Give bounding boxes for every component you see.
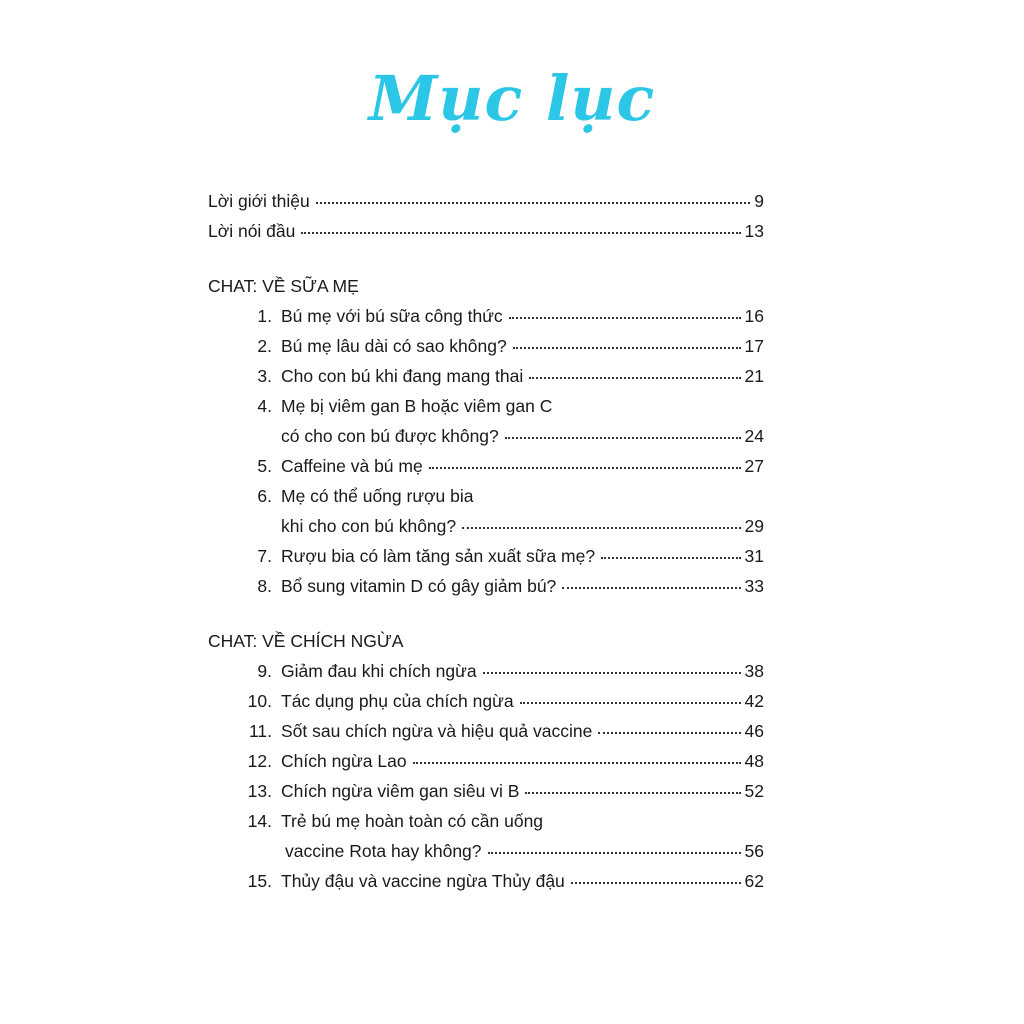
- toc-page-number: 31: [744, 546, 764, 566]
- toc-entry: [208, 331, 764, 361]
- toc-entry-text: Lời nói đầu: [208, 221, 296, 241]
- leader-dots: [462, 525, 740, 529]
- toc-entry-text: Bú mẹ lâu dài có sao không?: [281, 336, 507, 356]
- toc-entry-text: Trẻ bú mẹ hoàn toàn có cần uống: [281, 811, 544, 831]
- leader-dots: [529, 375, 740, 379]
- toc-entry-text: Mẹ có thể uống rượu bia: [281, 486, 474, 506]
- page-title: Mục lục: [368, 62, 656, 135]
- toc-entry: [208, 481, 764, 511]
- toc-page-number: 46: [744, 721, 764, 741]
- toc-entry-text: Lời giới thiệu: [208, 191, 310, 211]
- table-of-contents: [208, 186, 764, 896]
- toc-entry-text: Thủy đậu và vaccine ngừa Thủy đậu: [281, 871, 565, 891]
- toc-page-number: 27: [744, 456, 764, 476]
- toc-entry-number: 8.: [257, 576, 272, 596]
- toc-entry: [208, 541, 764, 571]
- toc-entry-number: 3.: [257, 366, 272, 386]
- toc-page-number: 42: [744, 691, 764, 711]
- toc-page-number: 52: [744, 781, 764, 801]
- toc-entry-text: Bổ sung vitamin D có gây giảm bú?: [281, 576, 557, 596]
- toc-entry-number: 14.: [247, 811, 272, 831]
- toc-page-number: 21: [744, 366, 764, 386]
- toc-entry-continuation: [208, 421, 764, 451]
- toc-entry-number: 4.: [257, 396, 272, 416]
- leader-dots: [316, 200, 751, 204]
- toc-entry-number: 11.: [248, 721, 272, 741]
- toc-entry-text: Giảm đau khi chích ngừa: [281, 661, 477, 681]
- leader-dots: [509, 315, 741, 319]
- leader-dots: [520, 700, 741, 704]
- toc-entry-number: 13.: [247, 781, 272, 801]
- leader-dots: [601, 555, 740, 559]
- toc-entry-number: 9.: [257, 661, 272, 681]
- toc-entry-text: Mẹ bị viêm gan B hoặc viêm gan C: [281, 396, 553, 416]
- leader-dots: [571, 880, 741, 884]
- toc-page-number: 48: [744, 751, 764, 771]
- toc-entry-continuation: [208, 511, 764, 541]
- toc-page-number: 56: [744, 841, 764, 861]
- toc-page-number: 16: [744, 306, 764, 326]
- toc-entry: [208, 301, 764, 331]
- toc-entry: [208, 806, 764, 836]
- toc-entry-number: 2.: [257, 336, 272, 356]
- toc-entry-number: 5.: [257, 456, 272, 476]
- toc-entry-text: Chích ngừa viêm gan siêu vi B: [281, 781, 520, 801]
- leader-dots: [505, 435, 741, 439]
- leader-dots: [483, 670, 741, 674]
- leader-dots: [513, 345, 741, 349]
- toc-entry-continuation: [208, 836, 764, 866]
- toc-entry: [208, 746, 764, 776]
- toc-entry-number: 12.: [247, 751, 272, 771]
- toc-entry-number: 6.: [257, 486, 272, 506]
- toc-entry: [208, 716, 764, 746]
- toc-entry-text: Bú mẹ với bú sữa công thức: [281, 306, 503, 326]
- toc-entry-number: 10.: [247, 691, 272, 711]
- leader-dots: [598, 730, 740, 734]
- toc-page-number: 9: [754, 191, 764, 211]
- toc-page-number: 24: [744, 426, 764, 446]
- toc-entry: [208, 391, 764, 421]
- toc-entry: [208, 866, 764, 896]
- toc-entry-preface: [208, 216, 764, 246]
- toc-entry: [208, 571, 764, 601]
- section-heading: CHAT: VỀ CHÍCH NGỪA: [208, 631, 404, 651]
- toc-entry-number: 1.: [257, 306, 272, 326]
- toc-page-number: 33: [744, 576, 764, 596]
- leader-dots: [562, 585, 740, 589]
- leader-dots: [488, 850, 741, 854]
- toc-entry-text: Cho con bú khi đang mang thai: [281, 366, 524, 386]
- toc-entry-text: Caffeine và bú mẹ: [281, 456, 423, 476]
- section-heading: CHAT: VỀ SỮA MẸ: [208, 276, 359, 296]
- leader-dots: [301, 230, 740, 234]
- toc-entry-text: Tác dụng phụ của chích ngừa: [281, 691, 514, 711]
- toc-page-number: 62: [744, 871, 764, 891]
- toc-entry-text: Chích ngừa Lao: [281, 751, 407, 771]
- toc-page-number: 29: [744, 516, 764, 536]
- toc-entry-text: Sốt sau chích ngừa và hiệu quả vaccine: [281, 721, 593, 741]
- leader-dots: [525, 790, 740, 794]
- toc-entry: [208, 656, 764, 686]
- toc-entry-text: Rượu bia có làm tăng sản xuất sữa mẹ?: [281, 546, 596, 566]
- toc-entry: [208, 686, 764, 716]
- toc-page-number: 13: [744, 221, 764, 241]
- toc-entry-text: khi cho con bú không?: [281, 516, 457, 536]
- toc-entry-intro: [208, 186, 764, 216]
- toc-page-number: 17: [744, 336, 764, 356]
- toc-entry: [208, 361, 764, 391]
- toc-entry: [208, 451, 764, 481]
- toc-entry-number: 15.: [247, 871, 272, 891]
- toc-entry: [208, 776, 764, 806]
- toc-entry-text: vaccine Rota hay không?: [285, 841, 482, 861]
- toc-entry-text: có cho con bú được không?: [281, 426, 499, 446]
- leader-dots: [413, 760, 741, 764]
- leader-dots: [429, 465, 741, 469]
- toc-entry-number: 7.: [257, 546, 272, 566]
- toc-page-number: 38: [744, 661, 764, 681]
